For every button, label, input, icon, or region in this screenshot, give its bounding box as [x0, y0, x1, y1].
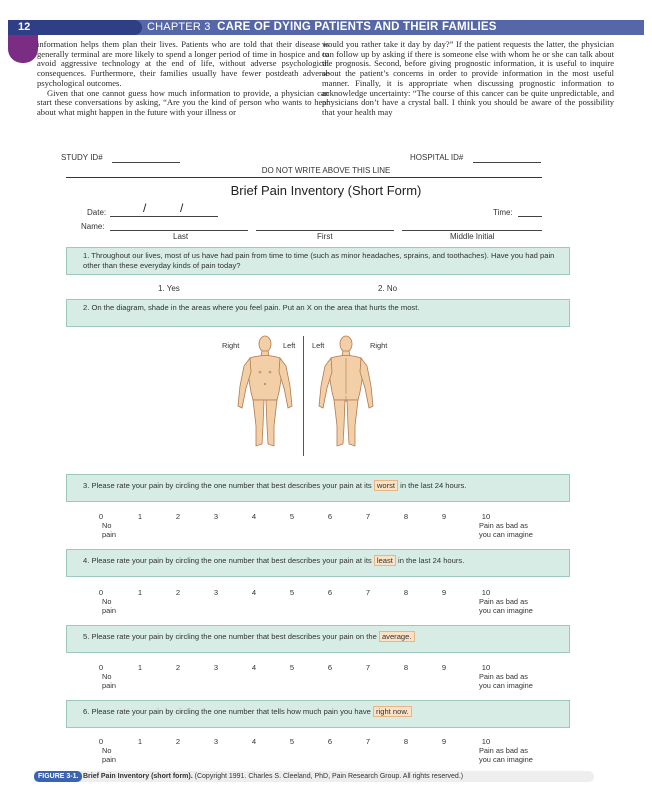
scale-low-anchor: [102, 672, 116, 690]
scale-number-1[interactable]: 1: [137, 512, 143, 521]
scale-high-anchor: [479, 672, 533, 690]
caption-title: Brief Pain Inventory (short form).: [83, 773, 193, 780]
date-label: Date:: [87, 208, 107, 217]
scale-low-line-1: No: [102, 672, 112, 681]
scale-number-4[interactable]: 4: [251, 588, 257, 597]
figure-tag: FIGURE 3-1.: [34, 771, 82, 782]
scale-low-anchor: [102, 746, 116, 764]
scale-number-0[interactable]: 0: [98, 737, 104, 746]
question-3-highlight: worst: [374, 480, 398, 491]
scale-number-10[interactable]: 10: [481, 512, 491, 521]
scale-number-10[interactable]: 10: [481, 663, 491, 672]
scale-number-2[interactable]: 2: [175, 588, 181, 597]
name-last-label: Last: [173, 232, 189, 241]
q1-option-no[interactable]: 2. No: [378, 284, 398, 293]
diagram-divider: [303, 336, 304, 456]
question-2-text: 2. On the diagram, shade in the areas where you feel pain. Put an X on the area that hurts the most.: [83, 303, 420, 312]
back-left-leg[interactable]: [334, 400, 345, 446]
scale-number-5[interactable]: 5: [289, 663, 295, 672]
scale-q5: [0, 663, 652, 693]
front-right-leg[interactable]: [253, 400, 264, 446]
scale-number-8[interactable]: 8: [403, 512, 409, 521]
scale-high-anchor: [479, 746, 533, 764]
scale-number-2[interactable]: 2: [175, 512, 181, 521]
scale-number-9[interactable]: 9: [441, 512, 447, 521]
scale-number-6[interactable]: 6: [327, 737, 333, 746]
name-middle-field[interactable]: [402, 230, 542, 231]
scale-high-anchor: [479, 521, 533, 539]
question-3-prefix: 3. Please rate your pain by circling the one number that best describes your pain at its: [83, 481, 372, 490]
question-5-box: [66, 625, 570, 653]
scale-number-4[interactable]: 4: [251, 737, 257, 746]
form-title: Brief Pain Inventory (Short Form): [230, 183, 422, 198]
body-text-right-column: [322, 40, 614, 118]
scale-number-3[interactable]: 3: [213, 512, 219, 521]
date-separator: /: [143, 201, 147, 215]
date-separator: /: [180, 201, 184, 215]
divider-line: [66, 177, 542, 178]
back-right-label: Right: [370, 341, 388, 350]
question-4-highlight: least: [374, 555, 396, 566]
scale-q3: [0, 512, 652, 542]
scale-high-line-1: Pain as bad as: [479, 521, 528, 530]
scale-high-line-2: you can imagine: [479, 606, 533, 615]
question-2-box: [66, 299, 570, 327]
front-head[interactable]: [259, 336, 271, 352]
scale-number-0[interactable]: 0: [98, 588, 104, 597]
scale-number-5[interactable]: 5: [289, 588, 295, 597]
study-id-label: STUDY ID#: [61, 153, 103, 162]
paragraph: would you rather take it day by day?” If the patient requests the latter, the physician can follow up by asking if there is someone else with whom he or she can talk about the prognosis. Second, before giving prognostic information, it is useful to inquire about the patient’s concerns in order to provide information in the most useful manner. Finally, it is appropriate when discussing prognostic information to acknowledge uncertainty: “The course of this cancer can be quite unpredictable, and physicians don’t have a crystal ball. I think you should be aware of the possibility that your health may: [322, 39, 614, 117]
scale-number-2[interactable]: 2: [175, 663, 181, 672]
question-5-prefix: 5. Please rate your pain by circling the one number that best describes your pain on the: [83, 632, 377, 641]
name-last-field[interactable]: [110, 230, 248, 231]
scale-number-7[interactable]: 7: [365, 737, 371, 746]
figure-caption: [83, 771, 463, 782]
scale-low-line-1: No: [102, 597, 112, 606]
scale-low-line-2: pain: [102, 606, 116, 615]
front-body-diagram[interactable]: [232, 334, 298, 452]
paragraph: information helps them plan their lives. Patients who are told that their disease is generally terminal are more likely to spend a longer period of time in hospice and to avoid aggressive technology at the end of life, without adverse psychological consequences. Furthermore, their families usually have fewer postdeath adverse psychological outcomes.: [37, 39, 329, 88]
scale-number-0[interactable]: 0: [98, 512, 104, 521]
scale-low-line-2: pain: [102, 530, 116, 539]
scale-high-line-2: you can imagine: [479, 681, 533, 690]
scale-number-1[interactable]: 1: [137, 588, 143, 597]
q1-option-yes[interactable]: 1. Yes: [158, 284, 180, 293]
scale-number-6[interactable]: 6: [327, 512, 333, 521]
scale-number-0[interactable]: 0: [98, 663, 104, 672]
scale-low-line-2: pain: [102, 681, 116, 690]
scale-number-1[interactable]: 1: [137, 737, 143, 746]
scale-high-line-2: you can imagine: [479, 530, 533, 539]
question-1-box: [66, 247, 570, 275]
scale-number-5[interactable]: 5: [289, 737, 295, 746]
front-right-label: Right: [222, 341, 240, 350]
front-left-leg[interactable]: [266, 400, 277, 446]
scale-number-4[interactable]: 4: [251, 512, 257, 521]
scale-number-6[interactable]: 6: [327, 588, 333, 597]
question-5-highlight: average.: [379, 631, 415, 642]
front-torso[interactable]: [248, 356, 282, 401]
front-right-arm[interactable]: [238, 358, 251, 408]
time-label: Time:: [493, 208, 513, 217]
page-number-tab-curve: [118, 20, 142, 35]
scale-number-9[interactable]: 9: [441, 663, 447, 672]
study-id-field[interactable]: [112, 162, 180, 163]
scale-high-line-2: you can imagine: [479, 755, 533, 764]
question-5-text: [83, 632, 559, 641]
do-not-write-notice: DO NOT WRITE ABOVE THIS LINE: [261, 166, 391, 175]
chapter-name: CARE OF DYING PATIENTS AND THEIR FAMILIES: [217, 21, 497, 33]
scale-number-2[interactable]: 2: [175, 737, 181, 746]
scale-q6: [0, 737, 652, 767]
scale-number-4[interactable]: 4: [251, 663, 257, 672]
body-text-left-column: [37, 40, 329, 118]
scale-low-anchor: [102, 521, 116, 539]
question-3-suffix: in the last 24 hours.: [400, 481, 467, 490]
time-field[interactable]: [518, 216, 542, 217]
caption-text: (Copyright 1991. Charles S. Cleeland, PhD, Pain Research Group. All rights reserved.): [194, 773, 464, 780]
scale-number-3[interactable]: 3: [213, 588, 219, 597]
scale-number-7[interactable]: 7: [365, 663, 371, 672]
back-left-arm[interactable]: [319, 358, 332, 408]
scale-number-6[interactable]: 6: [327, 663, 333, 672]
back-right-arm[interactable]: [360, 358, 373, 408]
question-6-box: [66, 700, 570, 728]
question-6-prefix: 6. Please rate your pain by circling the one number that tells how much pain you have: [83, 707, 371, 716]
scale-low-anchor: [102, 597, 116, 615]
question-3-box: [66, 474, 570, 502]
scale-number-10[interactable]: 10: [481, 588, 491, 597]
question-4-prefix: 4. Please rate your pain by circling the one number that best describes your pain at its: [83, 556, 372, 565]
scale-number-1[interactable]: 1: [137, 663, 143, 672]
scale-high-anchor: [479, 597, 533, 615]
question-3-text: [83, 481, 559, 490]
scale-low-line-1: No: [102, 521, 112, 530]
section-thumb-tab: [8, 35, 38, 63]
hospital-id-field[interactable]: [473, 162, 541, 163]
scale-number-8[interactable]: 8: [403, 588, 409, 597]
question-1-text: 1. Throughout our lives, most of us have had pain from time to time (such as minor headaches, sprains, and toothaches). Have you had pain other than these everyday kinds of pain today?: [83, 251, 555, 270]
page-number: 12: [18, 21, 31, 33]
paragraph: Given that one cannot guess how much information to provide, a physician can start these conversations by asking, “Are you the kind of person who wants to hear about what might happen in the future with your illness or: [37, 87, 329, 117]
back-right-leg[interactable]: [347, 400, 358, 446]
scale-number-9[interactable]: 9: [441, 737, 447, 746]
front-left-arm[interactable]: [279, 358, 292, 408]
scale-high-line-1: Pain as bad as: [479, 746, 528, 755]
question-6-text: [83, 707, 559, 716]
back-left-label: Left: [312, 341, 325, 350]
question-4-text: [83, 556, 559, 565]
name-middle-label: Middle Initial: [450, 232, 495, 241]
front-left-label: Left: [283, 341, 296, 350]
name-first-label: First: [317, 232, 333, 241]
question-4-box: [66, 549, 570, 577]
question-6-highlight: right now.: [373, 706, 412, 717]
back-head[interactable]: [340, 336, 352, 352]
back-body-diagram[interactable]: [313, 334, 379, 452]
scale-high-line-1: Pain as bad as: [479, 597, 528, 606]
date-field[interactable]: [110, 216, 218, 217]
chapter-title: [147, 20, 497, 35]
scale-number-8[interactable]: 8: [403, 737, 409, 746]
scale-number-3[interactable]: 3: [213, 737, 219, 746]
scale-number-5[interactable]: 5: [289, 512, 295, 521]
scale-number-7[interactable]: 7: [365, 512, 371, 521]
name-first-field[interactable]: [256, 230, 394, 231]
scale-q4: [0, 588, 652, 618]
scale-low-line-1: No: [102, 746, 112, 755]
name-label: Name:: [81, 222, 105, 231]
scale-high-line-1: Pain as bad as: [479, 672, 528, 681]
question-4-suffix: in the last 24 hours.: [398, 556, 465, 565]
chapter-label: CHAPTER 3: [147, 21, 211, 33]
scale-number-10[interactable]: 10: [481, 737, 491, 746]
scale-number-9[interactable]: 9: [441, 588, 447, 597]
scale-number-3[interactable]: 3: [213, 663, 219, 672]
hospital-id-label: HOSPITAL ID#: [410, 153, 464, 162]
scale-number-8[interactable]: 8: [403, 663, 409, 672]
scale-low-line-2: pain: [102, 755, 116, 764]
scale-number-7[interactable]: 7: [365, 588, 371, 597]
